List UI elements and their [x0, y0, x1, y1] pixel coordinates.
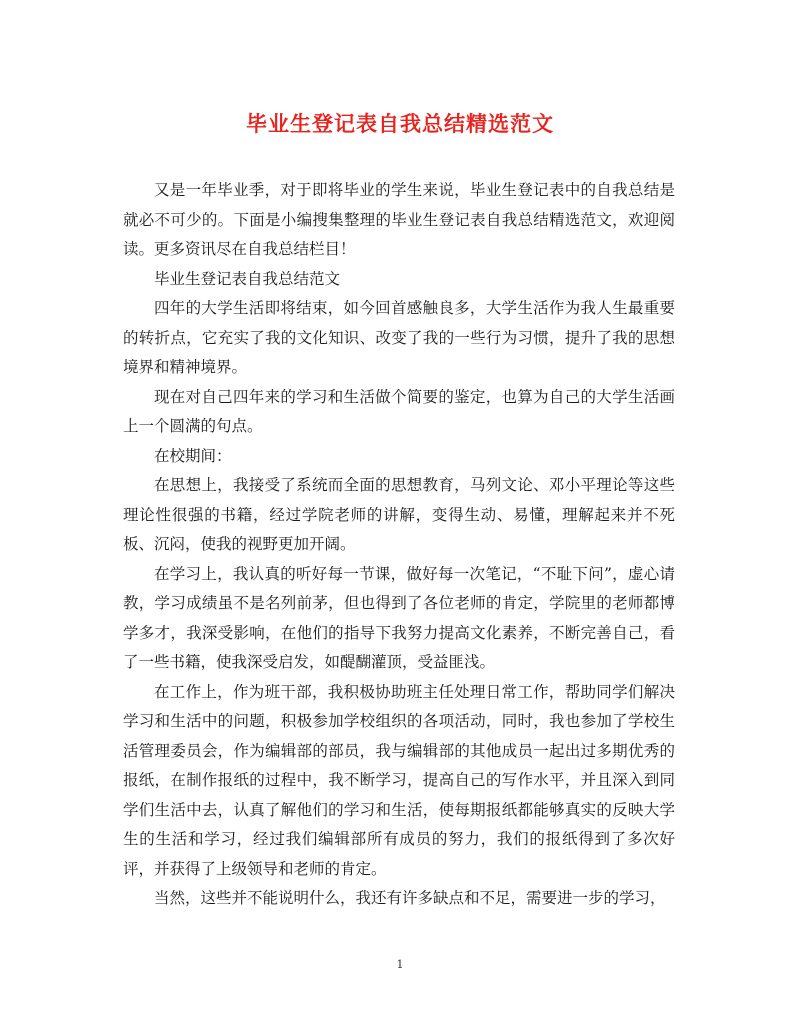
body-paragraph: 在校期间：	[154, 446, 232, 465]
section-heading: 毕业生登记表自我总结范文	[154, 269, 341, 288]
page-number: 1	[396, 958, 404, 971]
body-paragraph: 在学习上，我认真的听好每一节课，做好每一次笔记，“不耻下问”，虚心请教，学习成绩虽不是名列前茅，但也得到了各位老师的肯定，学院里的老师都博学多才，我深受影响，在他们的指导下我努力提高文化素养，不断完善自己，看了一些书籍，使我深受启发，如醍醐灌顶，受益匪浅。	[123, 564, 675, 671]
body-paragraph: 现在对自己四年来的学习和生活做个简要的鉴定，也算为自己的大学生活画上一个圆满的句点。	[123, 387, 675, 435]
body-paragraph: 在工作上，作为班干部，我积极协助班主任处理日常工作，帮助同学们解决学习和生活中的问题，积极参加学校组织的各项活动，同时，我也参加了学校生活管理委员会，作为编辑部的部员，我与编辑部的其他成员一起出过多期优秀的报纸，在制作报纸的过程中，我不断学习，提高自己的写作水平，并且深入到同学们生活中去，认真了解他们的学习和生活，使每期报纸都能够真实的反映大学生的生活和学习，经过我们编辑部所有成员的努力，我们的报纸得到了多次好评，并获得了上级领导和老师的肯定。	[123, 682, 675, 878]
document-title: 毕业生登记表自我总结精选范文	[246, 111, 554, 136]
document-body	[123, 176, 675, 914]
body-paragraph: 当然，这些并不能说明什么，我还有许多缺点和不足，需要进一步的学习，	[154, 889, 666, 907]
intro-paragraph: 又是一年毕业季，对于即将毕业的学生来说，毕业生登记表中的自我总结是就必不可少的。下面是小编搜集整理的毕业生登记表自我总结精选范文，欢迎阅读。更多资讯尽在自我总结栏目！	[123, 181, 675, 258]
body-paragraph: 四年的大学生活即将结束，如今回首感触良多，大学生活作为我人生最重要的转折点，它充实了我的文化知识、改变了我的一些行为习惯，提升了我的思想境界和精神境界。	[123, 299, 675, 376]
body-paragraph: 在思想上，我接受了系统而全面的思想教育，马列文论、邓小平理论等这些理论性很强的书籍，经过学院老师的讲解，变得生动、易懂，理解起来并不死板、沉闷，使我的视野更加开阔。	[123, 476, 675, 553]
